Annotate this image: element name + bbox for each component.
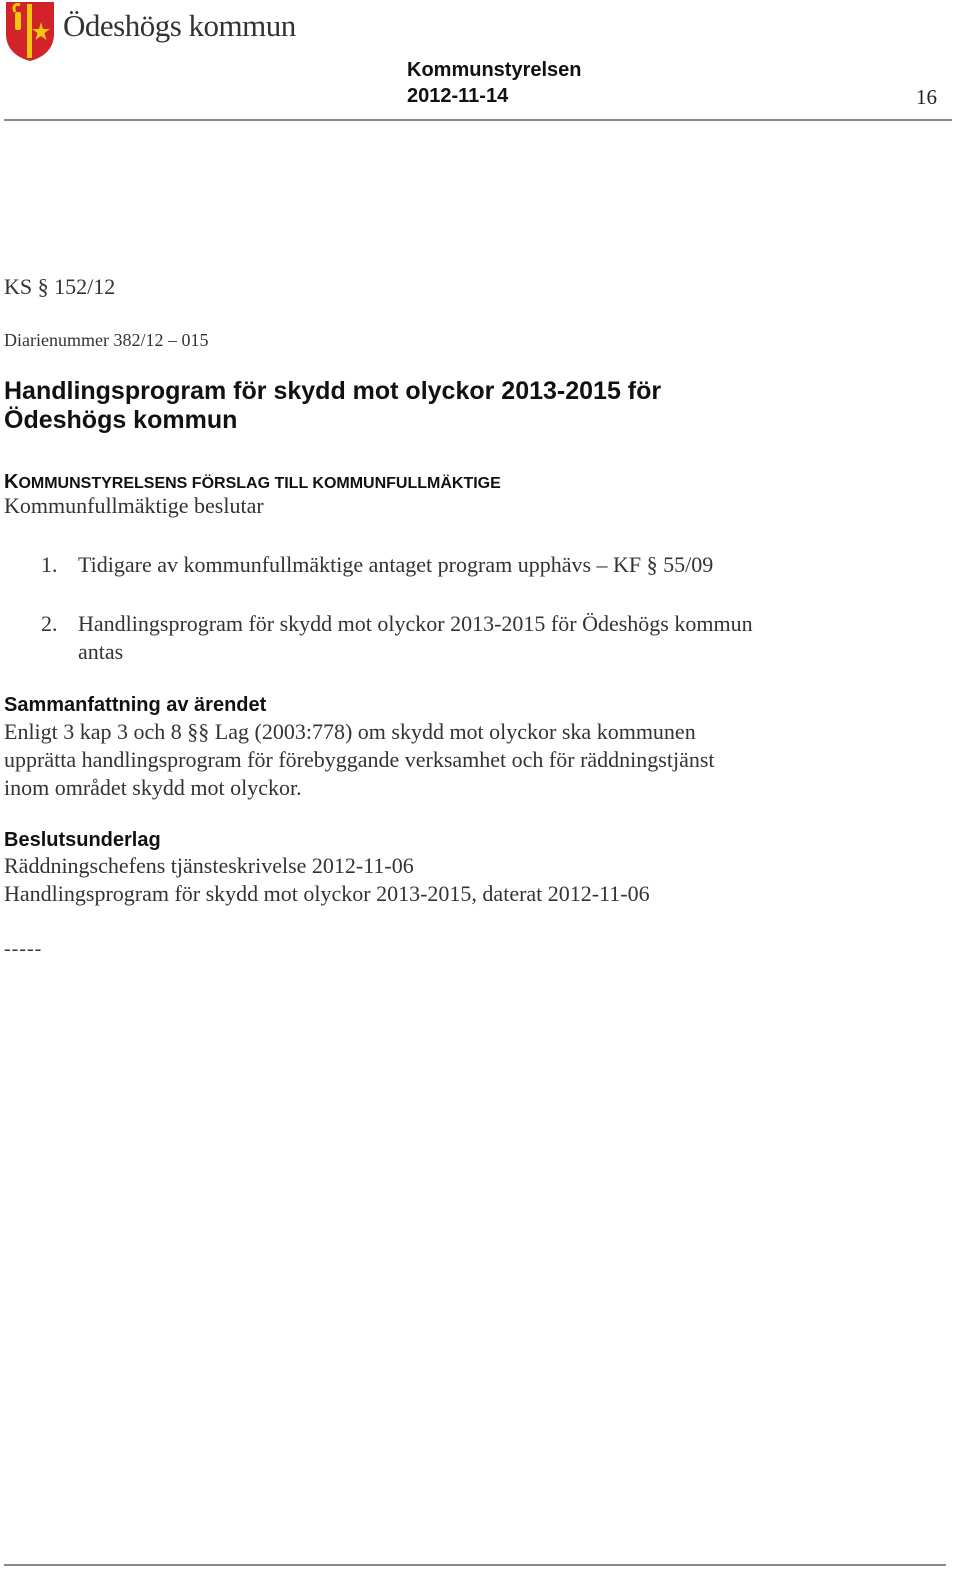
basis-heading: Beslutsunderlag xyxy=(4,829,161,851)
decision-intro: Kommunfullmäktige beslutar xyxy=(4,493,264,518)
case-number: KS § 152/12 xyxy=(4,274,116,299)
list-item-number: 2. xyxy=(41,611,58,636)
basis-line: Handlingsprogram för skydd mot olyckor 2013-2015, daterat 2012-11-06 xyxy=(4,881,650,906)
proposal-heading-rest: OMMUNSTYRELSENS FÖRSLAG TILL KOMMUNFULLMÄKTIGE xyxy=(18,475,501,492)
case-title: Handlingsprogram för skydd mot olyckor 2013-2015 för Ödeshögs kommun xyxy=(4,377,662,434)
footer-divider xyxy=(4,1564,946,1566)
header-divider xyxy=(4,119,952,121)
proposal-heading-initial: K xyxy=(4,471,19,493)
coat-of-arms-icon xyxy=(4,0,56,62)
summary-text: Enligt 3 kap 3 och 8 §§ Lag (2003:778) om skydd mot olyckor ska kommunen upprätta handlingsprogram för förebyggande verksamhet och för räddningstjänst inom området skydd mot olyckor. xyxy=(4,719,715,800)
proposal-heading xyxy=(4,471,501,494)
organ-name: Kommunstyrelsen xyxy=(407,59,582,81)
list-item-text: Tidigare av kommunfullmäktige antaget program upphävs – KF § 55/09 xyxy=(78,552,714,577)
list-item-text: Handlingsprogram för skydd mot olyckor 2013-2015 för Ödeshögs kommun antas xyxy=(78,611,753,664)
summary-heading: Sammanfattning av ärendet xyxy=(4,694,267,716)
diary-number: Diarienummer 382/12 – 015 xyxy=(4,330,209,350)
list-item-number: 1. xyxy=(41,552,58,577)
municipality-name: Ödeshögs kommun xyxy=(63,8,296,43)
page-number: 16 xyxy=(916,85,937,109)
meeting-date: 2012-11-14 xyxy=(407,85,509,107)
section-separator: ----- xyxy=(4,938,43,960)
basis-line: Räddningschefens tjänsteskrivelse 2012-11-06 xyxy=(4,853,414,878)
